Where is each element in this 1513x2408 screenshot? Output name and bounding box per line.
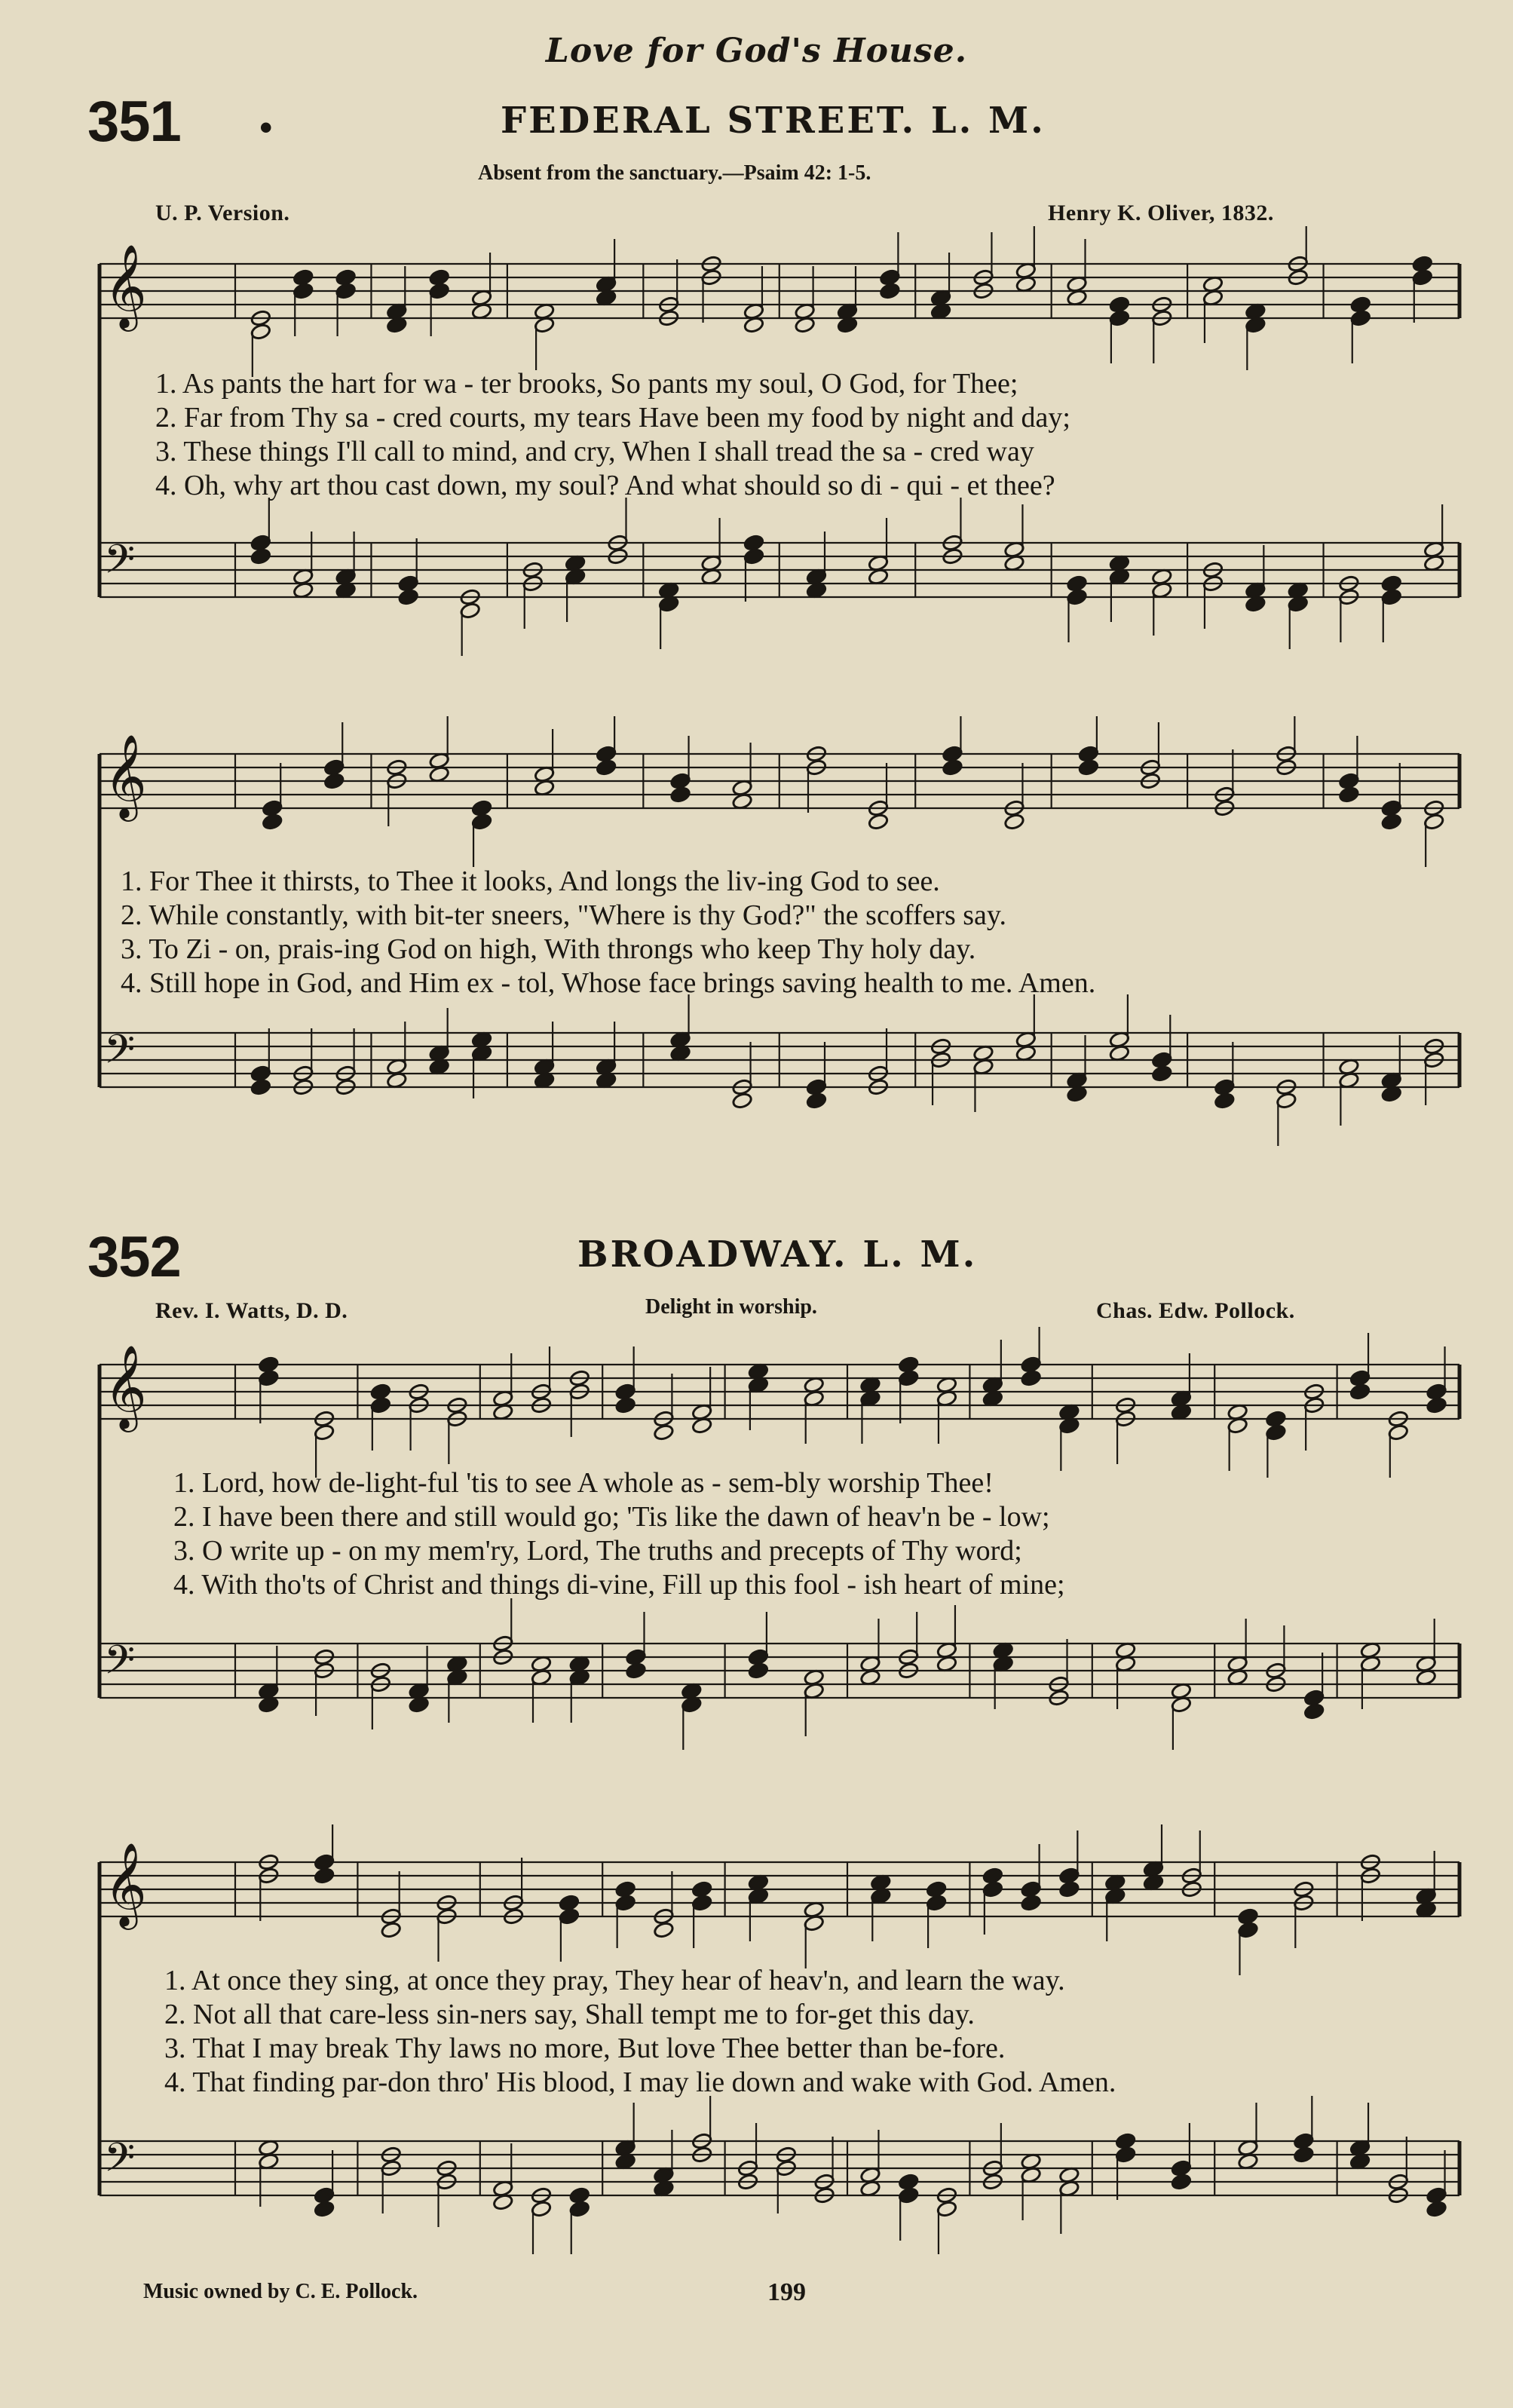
note-head [1338, 786, 1359, 803]
note-head [429, 268, 450, 286]
note-head [258, 1369, 279, 1386]
verse-line: 3. That I may break Thy laws no more, But love Thee better than be-fore. [164, 2033, 1006, 2064]
note-head [335, 282, 357, 299]
bass-staff [100, 498, 1459, 656]
note-head [1381, 574, 1402, 592]
running-head: Love for God's House. [545, 32, 968, 70]
note-head [569, 2186, 590, 2204]
note-head [615, 1383, 636, 1400]
note-head [1412, 268, 1433, 286]
note-head [250, 1065, 271, 1082]
note-head [879, 268, 900, 286]
treble-staff [100, 1824, 1459, 1975]
note-head [691, 1894, 712, 1911]
note-head [670, 772, 691, 789]
note-head [625, 1662, 646, 1679]
note-head [1058, 1867, 1080, 1884]
treble-staff [100, 1327, 1459, 1478]
hymn-subtitle-352: Delight in worship. [645, 1295, 817, 1319]
note-head [1003, 813, 1024, 830]
note-head [1350, 309, 1371, 326]
note-head [1293, 2132, 1314, 2149]
separator-dot: • [259, 106, 273, 149]
note-head [898, 2186, 919, 2204]
treble-staff [100, 716, 1459, 867]
note-head [879, 282, 900, 299]
tune-title-351: FEDERAL STREET. L. M. [501, 100, 1046, 142]
verse-line: 3. These things I'll call to mind, and cry, When I shall tread the sa - cred way [155, 436, 1034, 467]
note-head [670, 786, 691, 803]
verse-line: 1. Lord, how de-light-ful 'tis to see A whole as - sem-bly worship Thee! [173, 1467, 994, 1499]
note-head [292, 268, 314, 286]
music-credit-352: Chas. Edw. Pollock. [1096, 1298, 1295, 1323]
note-head [898, 1356, 919, 1373]
bass-staff [100, 1598, 1459, 1750]
note-head [942, 758, 963, 776]
note-head [1338, 772, 1359, 789]
note-head [314, 1867, 335, 1884]
note-head [926, 1894, 947, 1911]
note-head [596, 745, 617, 762]
note-head [1021, 1880, 1042, 1898]
note-head [868, 813, 889, 830]
note-head [1265, 1410, 1286, 1427]
verse-line: 2. While constantly, with bit-ter sneers, "Where is thy God?" the scoffers say. [121, 899, 1006, 931]
bass-staff [100, 2096, 1459, 2254]
note-head [1423, 813, 1444, 830]
note-head [398, 588, 419, 605]
note-head [531, 2200, 552, 2217]
note-head [1109, 309, 1130, 326]
text-credit-351: U. P. Version. [155, 201, 290, 225]
bass-clef-icon: 𝄢 [104, 2135, 136, 2191]
note-head [258, 1356, 279, 1373]
note-head [653, 1423, 674, 1441]
note-head [982, 1867, 1003, 1884]
note-head [250, 547, 271, 565]
treble-clef-icon: 𝄞 [104, 1344, 147, 1429]
bass-staff [100, 994, 1459, 1146]
note-head [262, 799, 283, 816]
verse-line: 1. As pants the hart for wa - ter brooks, So pants my soul, O God, for Thee; [155, 368, 1018, 400]
note-head [1066, 588, 1087, 605]
note-head [1109, 296, 1130, 313]
note-head [471, 799, 492, 816]
note-head [806, 1078, 827, 1095]
verse-line: 4. Still hope in God, and Him ex - tol, Whose face brings saving health to me. Amen. [121, 967, 1096, 999]
hymn-number-351: 351 [87, 90, 181, 154]
note-head [1237, 1921, 1258, 1938]
note-head [1214, 1092, 1235, 1109]
hymn-number-352: 352 [87, 1225, 181, 1289]
note-head [250, 1078, 271, 1095]
note-head [1381, 588, 1402, 605]
verse-line: 4. Oh, why art thou cast down, my soul? And what should so di - qui - et thee? [155, 470, 1055, 501]
treble-clef-icon: 𝄞 [104, 244, 147, 328]
note-head [370, 1383, 391, 1400]
note-head [1078, 745, 1099, 762]
treble-clef-icon: 𝄞 [104, 1842, 147, 1926]
page-number: 199 [767, 2278, 806, 2306]
treble-clef-icon: 𝄞 [104, 734, 147, 818]
note-head [898, 1369, 919, 1386]
note-head [1115, 2146, 1136, 2163]
note-head [615, 1894, 636, 1911]
note-head [615, 1396, 636, 1414]
note-head [314, 2186, 335, 2204]
verse-line: 3. To Zi - on, prais-ing God on high, With throngs who keep Thy holy day. [121, 933, 976, 965]
note-head [370, 1396, 391, 1414]
note-head [1265, 1423, 1286, 1441]
note-head [559, 1907, 580, 1925]
note-head [615, 1880, 636, 1898]
note-head [1349, 1383, 1371, 1400]
note-head [1171, 2173, 1192, 2190]
note-head [1214, 1078, 1235, 1095]
note-head [743, 534, 764, 551]
note-head [1151, 1065, 1172, 1082]
treble-staff [100, 226, 1459, 377]
note-head [314, 2200, 335, 2217]
note-head [1426, 1396, 1447, 1414]
note-head [381, 1921, 402, 1938]
bass-clef-icon: 𝄢 [104, 1027, 136, 1083]
verse-line: 2. I have been there and still would go; 'Tis like the dawn of heav'n be - low; [173, 1501, 1050, 1533]
verse-line: 4. That finding par-don thro' His blood, I may lie down and wake with God. Amen. [164, 2066, 1116, 2098]
note-head [1293, 2146, 1314, 2163]
note-head [898, 2173, 919, 2190]
note-head [748, 1662, 769, 1679]
note-head [625, 1648, 646, 1665]
note-head [250, 323, 271, 340]
note-head [323, 758, 345, 776]
music-credit-351: Henry K. Oliver, 1832. [1048, 201, 1274, 225]
note-head [1412, 255, 1433, 272]
verse-line: 1. At once they sing, at once they pray, They hear of heav'n, and learn the way. [164, 1965, 1065, 1996]
bass-clef-icon: 𝄢 [104, 1638, 136, 1693]
note-head [569, 2200, 590, 2217]
note-head [982, 1880, 1003, 1898]
note-head [653, 1921, 674, 1938]
note-head [323, 772, 345, 789]
note-head [1349, 1369, 1371, 1386]
note-head [1388, 1423, 1409, 1441]
note-head [743, 547, 764, 565]
note-head [1021, 1356, 1042, 1373]
verse-line: 1. For Thee it thirsts, to Thee it looks, And longs the liv-ing God to see. [121, 865, 940, 897]
note-head [314, 1853, 335, 1870]
note-head [335, 268, 357, 286]
note-head [262, 813, 283, 830]
note-head [596, 758, 617, 776]
note-head [1066, 574, 1087, 592]
note-head [1426, 2186, 1447, 2204]
note-head [1151, 1051, 1172, 1068]
note-head [1303, 1702, 1325, 1720]
note-head [691, 1880, 712, 1898]
note-head [250, 534, 271, 551]
note-head [1381, 813, 1402, 830]
verse-line: 3. O write up - on my mem'ry, Lord, The truths and precepts of Thy word; [173, 1535, 1022, 1567]
note-head [1303, 1689, 1325, 1706]
verse-line: 4. With tho'ts of Christ and things di-vine, Fill up this fool - ish heart of mine; [173, 1569, 1065, 1601]
note-head [1426, 2200, 1447, 2217]
note-head [292, 282, 314, 299]
hymn-subtitle-351: Absent from the sanctuary.—Psaim 42: 1-5. [478, 161, 871, 185]
note-head [732, 1092, 753, 1109]
text-credit-352: Rev. I. Watts, D. D. [155, 1298, 348, 1323]
note-head [1426, 1383, 1447, 1400]
tune-title-352: BROADWAY. L. M. [577, 1233, 978, 1276]
note-head [460, 602, 481, 619]
note-head [398, 574, 419, 592]
note-head [806, 1092, 827, 1109]
bass-clef-icon: 𝄢 [104, 537, 136, 593]
note-head [1021, 1369, 1042, 1386]
note-head [1078, 758, 1099, 776]
note-head [314, 1423, 335, 1441]
note-head [1350, 296, 1371, 313]
note-head [1021, 1894, 1042, 1911]
note-head [429, 282, 450, 299]
note-head [926, 1880, 947, 1898]
verse-line: 2. Far from Thy sa - cred courts, my tears Have been my food by night and day; [155, 402, 1070, 434]
verse-line: 2. Not all that care-less sin-ners say, Shall tempt me to for-get this day. [164, 1999, 975, 2030]
note-head [1115, 2132, 1136, 2149]
note-head [559, 1894, 580, 1911]
note-head [936, 2200, 957, 2217]
note-head [1058, 1880, 1080, 1898]
note-head [748, 1648, 769, 1665]
note-head [1171, 2159, 1192, 2177]
music-ownership-note: Music owned by C. E. Pollock. [143, 2280, 418, 2303]
note-head [471, 813, 492, 830]
note-head [1381, 799, 1402, 816]
note-head [1237, 1907, 1258, 1925]
note-head [1276, 1092, 1297, 1109]
note-head [942, 745, 963, 762]
